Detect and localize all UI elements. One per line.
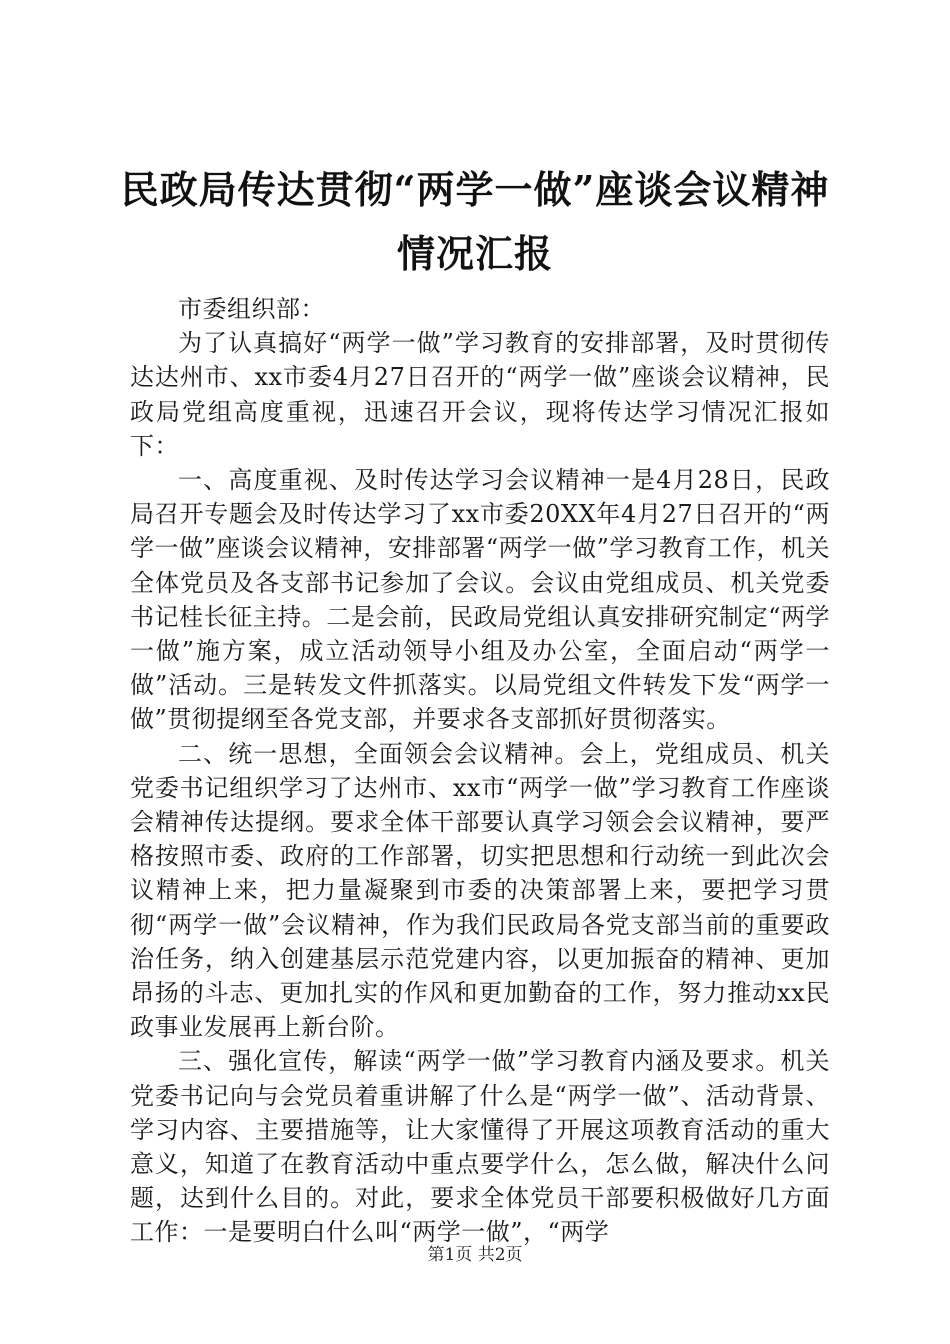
page-number-footer: 第1页 共2页 (427, 1245, 523, 1265)
salutation: 市委组织部： (178, 295, 325, 323)
paragraph-section-2: 二、统一思想，全面领会会议精神。会上，党组成员、机关党委书记组织学习了达州市、xx市“两学一做”学习教育工作座谈会精神传达提纲。要求全体干部要认真学习领会会议精神，要严格按照市委、政府的工作部署，切实把思想和行动统一到此次会议精神上来，把力量凝聚到市委的决策部署上来，要把学习贯彻“两学一做”会议精神，作为我们民政局各党支部当前的重要政治任务，纳入创建基层示范党建内容，以更加振奋的精神、更加昂扬的斗志、更加扎实的作风和更加勤奋的工作，努力推动xx民政事业发展再上新台阶。 (130, 739, 830, 1042)
document-title: 民政局传达贯彻“两学一做”座谈会议精神情况汇报 (120, 167, 830, 276)
document-body (130, 292, 830, 1250)
paragraph-section-1: 一、高度重视、及时传达学习会议精神一是4月28日，民政局召开专题会及时传达学习了xx市委20XX年4月27日召开的“两学一做”座谈会议精神，安排部署“两学一做”学习教育工作，机关全体党员及各支部书记参加了会议。会议由党组成员、机关党委书记桂长征主持。二是会前，民政局党组认真安排研究制定“两学一做”施方案，成立活动领导小组及办公室，全面启动“两学一做”活动。三是转发文件抓落实。以局党组文件转发下发“两学一做”贯彻提纲至各党支部，并要求各支部抓好贯彻落实。 (130, 466, 830, 734)
paragraph-section-3: 三、强化宣传，解读“两学一做”学习教育内涵及要求。机关党委书记向与会党员着重讲解了什么是“两学一做”、活动背景、学习内容、主要措施等，让大家懂得了开展这项教育活动的重大意义，知道了在教育活动中重点要学什么，怎么做，解决什么问题，达到什么目的。对此，要求全体党员干部要积极做好几方面工作：一是要明白什么叫“两学一做”，“两学 (130, 1047, 830, 1247)
paragraph-intro: 为了认真搞好“两学一做”学习教育的安排部署，及时贯彻传达达州市、xx市委4月27日召开的“两学一做”座谈会议精神，民政局党组高度重视，迅速召开会议，现将传达学习情况汇报如下： (130, 329, 830, 460)
